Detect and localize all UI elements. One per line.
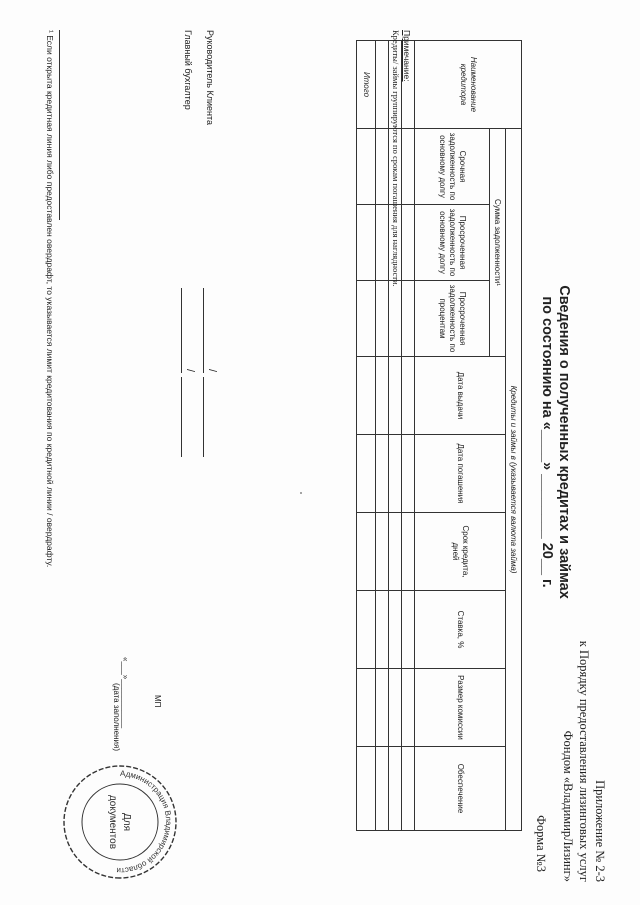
appendix-line: к Порядку предоставления лизинговых услуг <box>577 640 591 882</box>
issue-date-header: Дата выдачи <box>415 357 506 435</box>
slash-separator: / <box>184 369 196 373</box>
debt-group-header: Сумма задолженности¹ <box>490 129 506 357</box>
document-title <box>538 282 572 602</box>
overdue-interest-header: Просроченная задолженность по процентам <box>415 281 490 357</box>
credits-table <box>356 40 522 831</box>
group-header: Кредиты и займы в (указывается валюта займа) <box>506 129 522 831</box>
footnote: ¹ Если открыта кредитная линия либо предоставлен овердрафт, то указывается лимит кредитования по кредитной линии / овердрафту. <box>45 30 55 568</box>
current-debt-header: Срочная задолженность по основному долгу <box>415 129 490 205</box>
rotated-form <box>20 12 620 892</box>
commission-header: Размер комиссии <box>415 669 506 747</box>
creditor-header: Наименование кредитора <box>415 41 522 129</box>
date-line: «___»___________ <box>121 657 130 729</box>
collateral-header: Обеспечение <box>415 747 506 831</box>
table-row <box>376 41 389 831</box>
title-line: Сведения о полученных кредитах и займах <box>556 285 572 599</box>
accountant-signature-line <box>181 288 182 373</box>
note-heading: Примечание: <box>402 30 412 82</box>
footnote-divider <box>59 30 60 220</box>
fill-date <box>112 657 130 751</box>
stamp-place-label: МП <box>153 695 162 708</box>
head-label: Руководитель Клиента <box>205 30 215 126</box>
date-caption: (дата заполнения) <box>112 683 121 751</box>
head-name-line <box>203 377 204 457</box>
slash-separator: / <box>206 369 218 373</box>
repayment-date-header: Дата погашения <box>415 435 506 513</box>
seal-center-text: Для <box>121 812 132 832</box>
total-label: Итого <box>357 41 376 129</box>
accountant-name-line <box>181 377 182 457</box>
rate-header: Ставка, % <box>415 591 506 669</box>
term-header: Срок кредита, дней <box>415 513 506 591</box>
total-row <box>357 41 376 831</box>
accountant-label: Главный бухгалтер <box>183 30 193 110</box>
note-block <box>390 30 412 287</box>
round-seal <box>60 762 180 882</box>
form-number: Форма №3 <box>534 815 548 872</box>
note-text: Кредиты/ займы группируются по срокам погашения для наглядности. <box>391 30 401 287</box>
overdue-principal-header: Просроченная задолженность по основному долгу <box>415 205 490 281</box>
seal-ring-text: Администрация Владимирской области <box>116 768 174 876</box>
title-date-line: по состоянию на «____» ________ 20__ г. <box>539 296 555 588</box>
appendix-line: Приложение № 2-3 <box>593 780 607 882</box>
scan-speck <box>300 492 302 494</box>
appendix-line: Фондом «ВладимирЛизинг» <box>561 730 575 882</box>
seal-center-text: документов <box>107 794 118 850</box>
head-signature-line <box>203 288 204 373</box>
